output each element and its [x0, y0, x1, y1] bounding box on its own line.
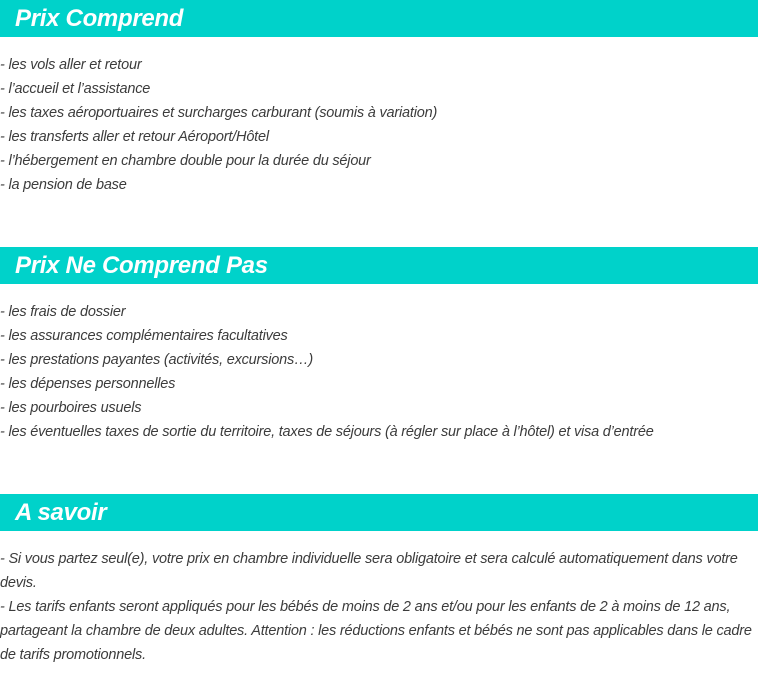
section-prix-comprend — [0, 0, 758, 197]
section-title: Prix Comprend — [0, 0, 758, 37]
list-item: - les assurances complémentaires facultatives — [0, 328, 288, 344]
list-item: - les pourboires usuels — [0, 400, 142, 416]
list-item: - les taxes aéroportuaires et surcharges carburant (soumis à variation) — [0, 105, 438, 121]
list-item: - l’accueil et l’assistance — [0, 81, 151, 97]
note-paragraph: - Si vous partez seul(e), votre prix en chambre individuelle sera obligatoire et sera calculé automatiquement dans votre devis. — [0, 551, 738, 591]
list-item: - les transferts aller et retour Aéroport/Hôtel — [0, 129, 269, 145]
list-item: - la pension de base — [0, 177, 127, 193]
section-a-savoir — [0, 494, 758, 667]
list-item: - les prestations payantes (activités, excursions…) — [0, 352, 313, 368]
note-paragraph: - Les tarifs enfants seront appliqués pour les bébés de moins de 2 ans et/ou pour les enfants de 2 à moins de 12 ans, partageant la chambre de deux adultes. Attention : les réductions enfants et bébés ne sont pas applicables dans le cadre de tarifs promotionnels. — [0, 599, 752, 663]
section-prix-ne-comprend-pas — [0, 247, 758, 444]
section-title: A savoir — [0, 494, 758, 531]
list-item: - les frais de dossier — [0, 304, 126, 320]
list-item: - les vols aller et retour — [0, 57, 142, 73]
section-title: Prix Ne Comprend Pas — [0, 247, 758, 284]
list-item: - les dépenses personnelles — [0, 376, 176, 392]
notes — [0, 547, 758, 667]
included-list — [0, 53, 758, 197]
list-item: - les éventuelles taxes de sortie du territoire, taxes de séjours (à régler sur place à l’hôtel) et visa d’entrée — [0, 424, 654, 440]
excluded-list — [0, 300, 758, 444]
list-item: - l’hébergement en chambre double pour la durée du séjour — [0, 153, 371, 169]
